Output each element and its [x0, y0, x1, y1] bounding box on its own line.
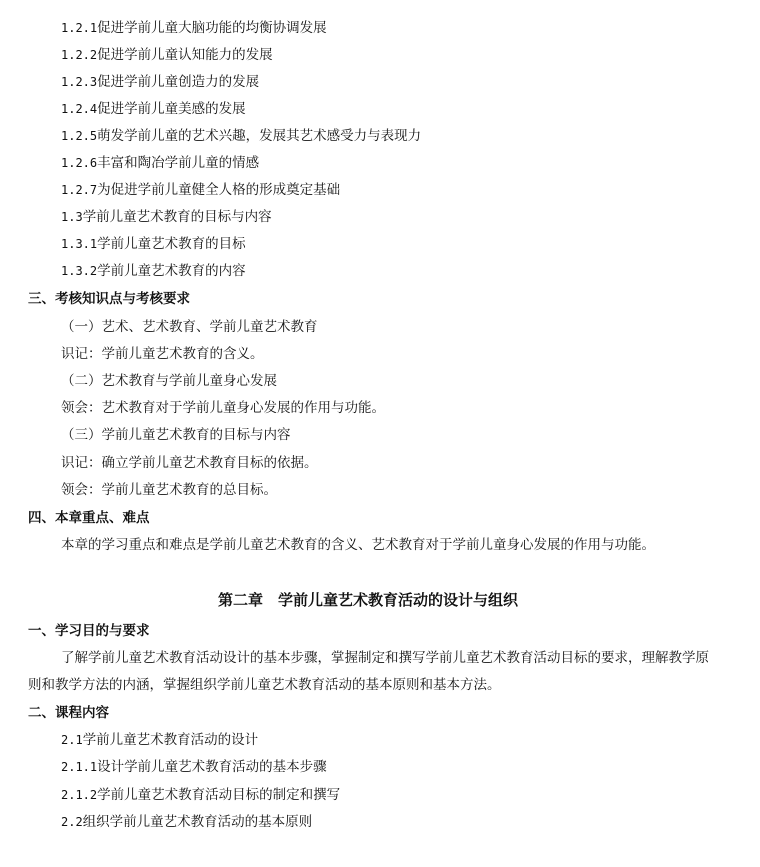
- toc-number: 1.3: [61, 210, 83, 224]
- toc-number: 1.3.1: [61, 237, 98, 251]
- toc-item: [61, 235, 246, 253]
- toc-item: [61, 19, 327, 37]
- toc-number: 2.1: [61, 733, 83, 747]
- toc-item: [61, 262, 246, 280]
- toc-number: 1.2.6: [61, 156, 98, 170]
- toc-text: 学前儿童艺术教育活动目标的制定和撰写: [97, 787, 341, 803]
- toc-item: [61, 181, 340, 199]
- toc-item: [61, 46, 273, 64]
- toc-number: 1.2.5: [61, 129, 98, 143]
- chapter-title: 第二章 学前儿童艺术教育活动的设计与组织: [218, 591, 519, 609]
- toc-text: 丰富和陶冶学前儿童的情感: [97, 155, 260, 171]
- list-item: 识记：学前儿童艺术教育的含义。: [61, 346, 264, 362]
- list-item: （三）学前儿童艺术教育的目标与内容: [61, 427, 291, 443]
- paragraph: 本章的学习重点和难点是学前儿童艺术教育的含义、艺术教育对于学前儿童身心发展的作用与功能。: [61, 537, 655, 553]
- toc-number: 2.1.1: [61, 760, 98, 774]
- toc-text: 为促进学前儿童健全人格的形成奠定基础: [97, 182, 341, 198]
- list-item: 领会：艺术教育对于学前儿童身心发展的作用与功能。: [61, 400, 385, 416]
- toc-number: 1.3.2: [61, 264, 98, 278]
- toc-text: 组织学前儿童艺术教育活动的基本原则: [82, 814, 313, 830]
- toc-number: 1.2.3: [61, 75, 98, 89]
- section-heading: 四、本章重点、难点: [28, 510, 150, 526]
- toc-text: 促进学前儿童创造力的发展: [97, 74, 260, 90]
- toc-text: 学前儿童艺术教育活动的设计: [82, 732, 259, 748]
- toc-number: 2.2: [61, 815, 83, 829]
- list-item: （一）艺术、艺术教育、学前儿童艺术教育: [61, 319, 318, 335]
- toc-item: [61, 154, 259, 172]
- toc-number: 1.2.4: [61, 102, 98, 116]
- toc-item: [61, 731, 258, 749]
- toc-text: 萌发学前儿童的艺术兴趣，发展其艺术感受力与表现力: [97, 128, 422, 144]
- toc-text: 促进学前儿童美感的发展: [97, 101, 246, 117]
- toc-item: [61, 786, 340, 804]
- toc-number: 1.2.1: [61, 21, 98, 35]
- toc-text: 学前儿童艺术教育的目标: [97, 236, 246, 252]
- paragraph: 了解学前儿童艺术教育活动设计的基本步骤，掌握制定和撰写学前儿童艺术教育活动目标的要求，理解教学原: [61, 650, 709, 666]
- toc-text: 促进学前儿童认知能力的发展: [97, 47, 273, 63]
- toc-text: 促进学前儿童大脑功能的均衡协调发展: [97, 20, 327, 36]
- toc-number: 1.2.7: [61, 183, 98, 197]
- toc-item: [61, 127, 421, 145]
- toc-text: 学前儿童艺术教育的目标与内容: [82, 209, 272, 225]
- toc-item: [61, 758, 327, 776]
- section-heading: 三、考核知识点与考核要求: [28, 291, 190, 307]
- toc-number: 1.2.2: [61, 48, 98, 62]
- section-heading: 一、学习目的与要求: [28, 623, 150, 639]
- toc-number: 2.1.2: [61, 788, 98, 802]
- list-item: 识记：确立学前儿童艺术教育目标的依据。: [61, 455, 318, 471]
- toc-text: 学前儿童艺术教育的内容: [97, 263, 246, 279]
- toc-text: 设计学前儿童艺术教育活动的基本步骤: [97, 759, 327, 775]
- list-item: 领会：学前儿童艺术教育的总目标。: [61, 482, 277, 498]
- toc-item: [61, 208, 272, 226]
- paragraph: 则和教学方法的内涵，掌握组织学前儿童艺术教育活动的基本原则和基本方法。: [28, 677, 501, 693]
- list-item: （二）艺术教育与学前儿童身心发展: [61, 373, 277, 389]
- section-heading: 二、课程内容: [28, 705, 109, 721]
- toc-item: [61, 813, 312, 831]
- toc-item: [61, 73, 259, 91]
- toc-item: [61, 100, 246, 118]
